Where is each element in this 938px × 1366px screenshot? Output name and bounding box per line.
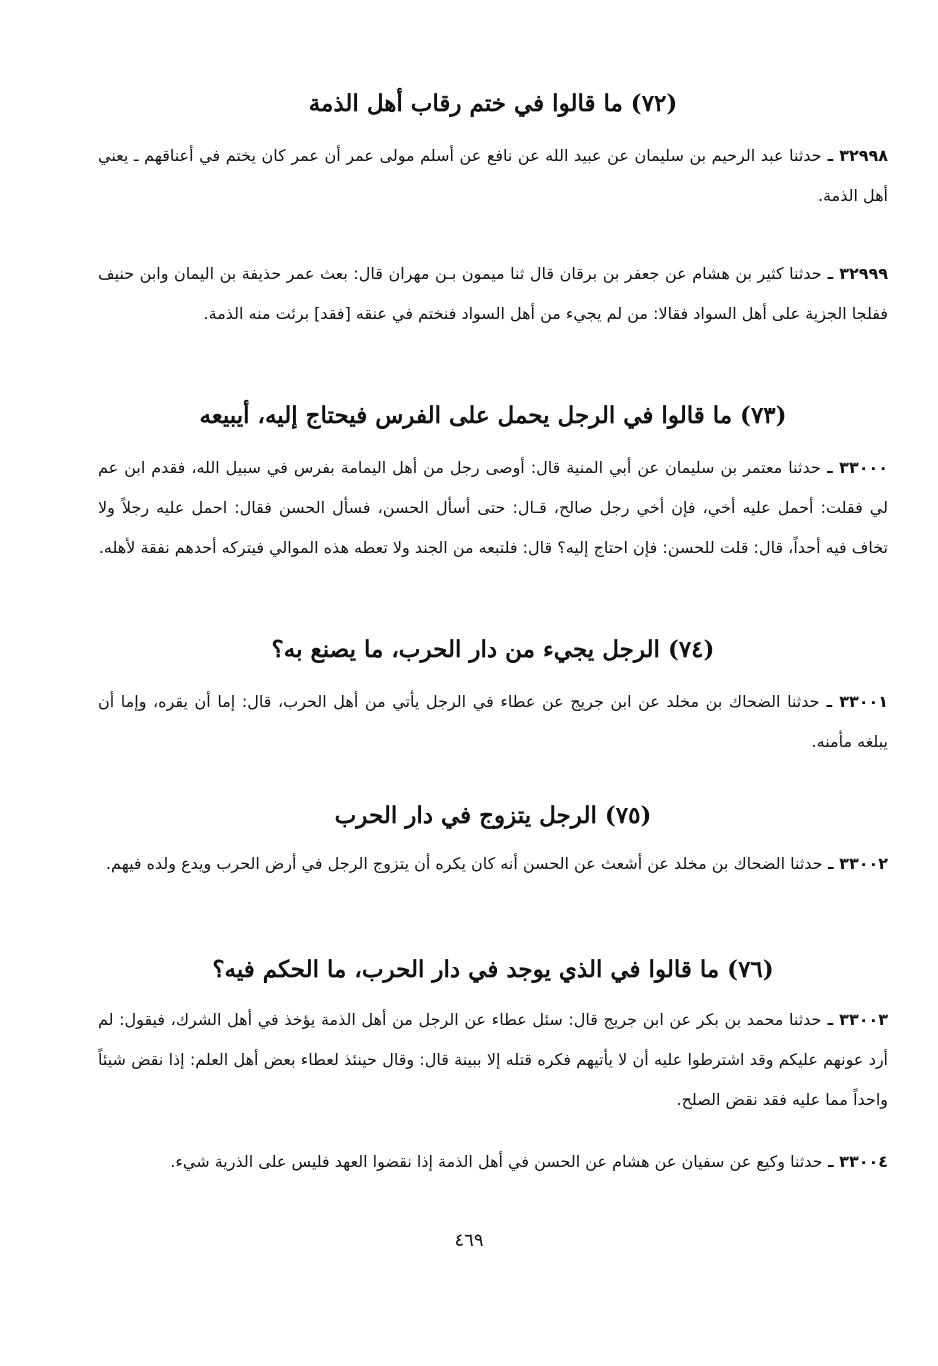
- hadith-separator: ـ: [821, 1010, 840, 1029]
- chapter-heading-76: (٧٦) ما قالوا في الذي يوجد في دار الحرب، ما الحكم فيه؟: [212, 956, 774, 983]
- chapter-heading-75: (٧٥) الرجل يتزوج في دار الحرب: [334, 802, 652, 829]
- hadith-text: حدثنا معتمر بن سليمان عن أبي المنية قال: أوصى رجل من أهل اليمامة بفرس في سبيل الله، فقدم ابن عم لي فقلت: أحمل عليه أخي، فإن أخي رجل صالح، قـال: حتى أسأل الحسن، فسأل الحسن فقال: احمل عليه رجلاً ولا تخاف فيه أحداً، قال: قلت للحسن: فإن احتاج إليه؟ قال: فلتبعه من الجند ولا تعطه هذه الموالي فيتركه أحدهم نفقة لأهله.: [98, 458, 888, 557]
- hadith-number: ٣٣٠٠٢: [839, 854, 888, 873]
- hadith-separator: ـ: [822, 1152, 840, 1171]
- hadith-separator: ـ: [819, 692, 840, 711]
- hadith-entry-33004: [98, 1142, 888, 1182]
- hadith-number: ٣٢٩٩٨: [839, 146, 889, 165]
- hadith-separator: ـ: [821, 264, 840, 283]
- hadith-entry-33000: [98, 448, 888, 568]
- hadith-separator: ـ: [822, 854, 840, 873]
- hadith-entry-33002: [98, 844, 888, 884]
- hadith-number: ٣٣٠٠٠: [839, 458, 888, 477]
- hadith-number: ٣٢٩٩٩: [839, 264, 889, 283]
- hadith-entry-33003: [98, 1000, 888, 1120]
- hadith-separator: ـ: [820, 458, 840, 477]
- hadith-number: ٣٣٠٠١: [839, 692, 889, 711]
- hadith-text: حدثنا محمد بن بكر عن ابن جريج قال: سئل عطاء عن الرجل من أهل الذمة يؤخذ في أهل الشرك، فيقول: لم أرد عونهم عليكم وقد اشترطوا عليه أن لا يأتيهم فكره قتله إلا ببينة قال: وقال حينئذ لعطاء بعض أهل العلم: إذا نقض شيئاً واحداً مما عليه فقد نقض الصلح.: [98, 1010, 888, 1109]
- hadith-text: حدثنا الضحاك بن مخلد عن ابن جريج عن عطاء في الرجل يأتي من أهل الحرب، قال: إما أن يقره، وإما أن يبلغه مأمنه.: [98, 692, 888, 751]
- hadith-entry-32999: [98, 254, 888, 334]
- hadith-entry-33001: [98, 682, 888, 762]
- chapter-heading-73: (٧٣) ما قالوا في الرجل يحمل على الفرس فيحتاج إليه، أيبيعه: [199, 402, 787, 429]
- page-number: ٤٦٩: [454, 1230, 484, 1251]
- hadith-text: حدثنا الضحاك بن مخلد عن أشعث عن الحسن أنه كان يكره أن يتزوج الرجل في أرض الحرب ويدع ولده فيهم.: [105, 854, 823, 873]
- hadith-number: ٣٣٠٠٣: [839, 1010, 888, 1029]
- hadith-number: ٣٣٠٠٤: [839, 1152, 888, 1171]
- hadith-entry-32998: [98, 136, 888, 216]
- chapter-heading-72: (٧٢) ما قالوا في ختم رقاب أهل الذمة: [308, 90, 678, 117]
- chapter-heading-74: (٧٤) الرجل يجيء من دار الحرب، ما يصنع به؟: [271, 636, 715, 663]
- hadith-text: حدثنا كثير بن هشام عن جعفر بن برقان قال ثنا ميمون بـن مهران قال: بعث عمر حذيفة بن اليمان وابن حنيف ففلجا الجزية على أهل السواد فقالا: من لم يجيء من أهل السواد فنختم في عنقه [فقد] برئت منه الذمة.: [98, 264, 888, 323]
- hadith-text: حدثنا عبد الرحيم بن سليمان عن عبيد الله عن نافع عن أسلم مولى عمر أن عمر كان يختم في أعناقهم ـ يعني أهل الذمة.: [98, 146, 888, 205]
- hadith-separator: ـ: [821, 146, 840, 165]
- hadith-text: حدثنا وكيع عن سفيان عن هشام عن الحسن في أهل الذمة إذا نقضوا العهد فليس على الذرية شيء.: [170, 1152, 823, 1171]
